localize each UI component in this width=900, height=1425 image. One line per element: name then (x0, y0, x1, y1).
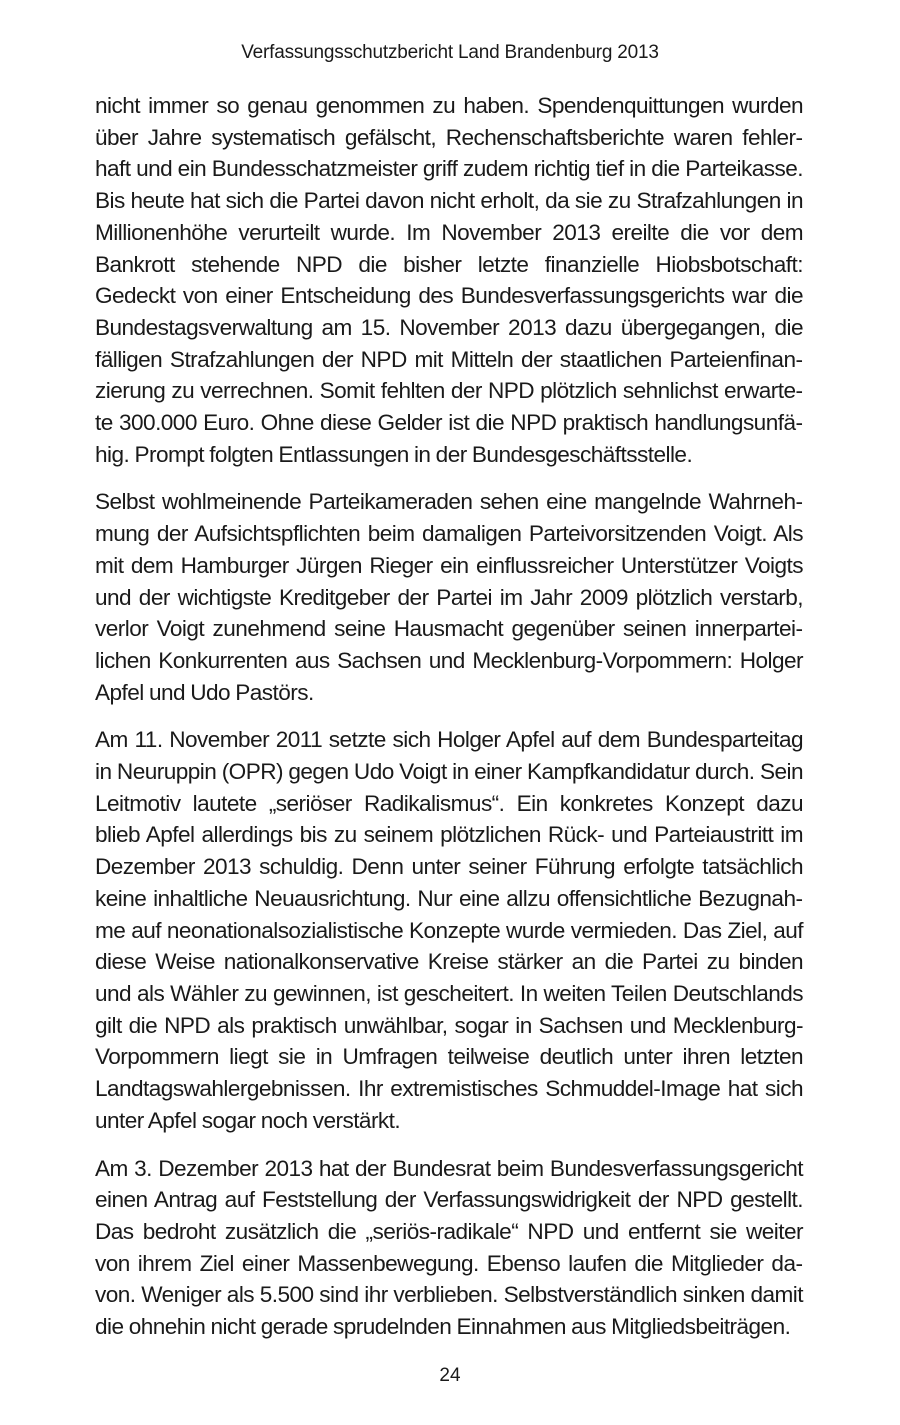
paragraph-4: Am 3. Dezember 2013 hat der Bundesrat beim Bundesverfassungsgericht einen Antrag auf Feststellung der Verfassungswidrigkeit der NPD gestellt. Das bedroht zusätzlich die „seriös-radikale“ NPD und entfernt sie weiter von ihrem Ziel einer Massenbewegung. Ebenso laufen die Mitglieder davon. Weniger als 5.500 sind ihr verblieben. Selbstverständlich sinken damit die ohnehin nicht gerade sprudelnden Einnahmen aus Mitgliedsbeiträgen. (95, 1155, 803, 1340)
paragraph-3: Am 11. November 2011 setzte sich Holger Apfel auf dem Bundesparteitag in Neuruppin (OPR) gegen Udo Voigt in einer Kampfkandidatur durch. Sein Leitmotiv lautete „seriöser Radikalismus“. Ein konkretes Konzept dazu blieb Apfel allerdings bis zu seinem plötzlichen Rück- und Parteiaustritt im Dezember 2013 schuldig. Denn unter seiner Führung erfolgte tatsächlich keine inhaltliche Neuausrichtung. Nur eine allzu offensichtliche Bezugnahme auf neonationalsozialistische Konzepte wurde vermieden. Das Ziel, auf diese Weise nationalkonservative Kreise stärker an die Partei zu binden und als Wähler zu gewinnen, ist gescheitert. In weiten Teilen Deutschlands gilt die NPD als praktisch unwählbar, sogar in Sachsen und Mecklenburg-Vorpommern liegt sie in Umfragen teilweise deutlich unter ihren letzten Landtagswahlergebnissen. Ihr extremistisches Schmuddel-Image hat sich unter Apfel sogar noch verstärkt. (95, 727, 803, 1133)
paragraph-1: nicht immer so genau genommen zu haben. Spendenquittungen wurden über Jahre systematisch gefälscht, Rechenschaftsberichte waren fehlerhaft und ein Bundesschatzmeister griff zudem richtig tief in die Parteikasse. Bis heute hat sich die Partei davon nicht erholt, da sie zu Strafzahlungen in Millionenhöhe verurteilt wurde. Im November 2013 ereilte die vor dem Bankrott stehende NPD die bisher letzte finanzielle Hiobsbotschaft: Gedeckt von einer Entscheidung des Bundesverfassungsgerichts war die Bundestagsverwaltung am 15. November 2013 dazu übergegangen, die fälligen Strafzahlungen der NPD mit Mitteln der staatlichen Parteienfinanzierung zu verrechnen. Somit fehlten der NPD plötzlich sehnlichst erwartete 300.000 Euro. Ohne diese Gelder ist die NPD praktisch handlungsunfähig. Prompt folgten Entlassungen in der Bundesgeschäftsstelle. (95, 93, 803, 467)
body-text (95, 90, 803, 1359)
paragraph-2: Selbst wohlmeinende Parteikameraden sehen eine mangelnde Wahrnehmung der Aufsichtspflichten beim damaligen Parteivorsitzenden Voigt. Als mit dem Hamburger Jürgen Rieger ein einflussreicher Unterstützer Voigts und der wichtigste Kreditgeber der Partei im Jahr 2009 plötzlich verstarb, verlor Voigt zunehmend seine Hausmacht gegenüber seinen innerparteilichen Konkurrenten aus Sachsen und Mecklenburg-Vorpommern: Holger Apfel und Udo Pastörs. (95, 489, 803, 705)
running-header: Verfassungsschutzbericht Land Brandenburg 2013 (241, 42, 659, 63)
page-number: 24 (439, 1365, 461, 1386)
